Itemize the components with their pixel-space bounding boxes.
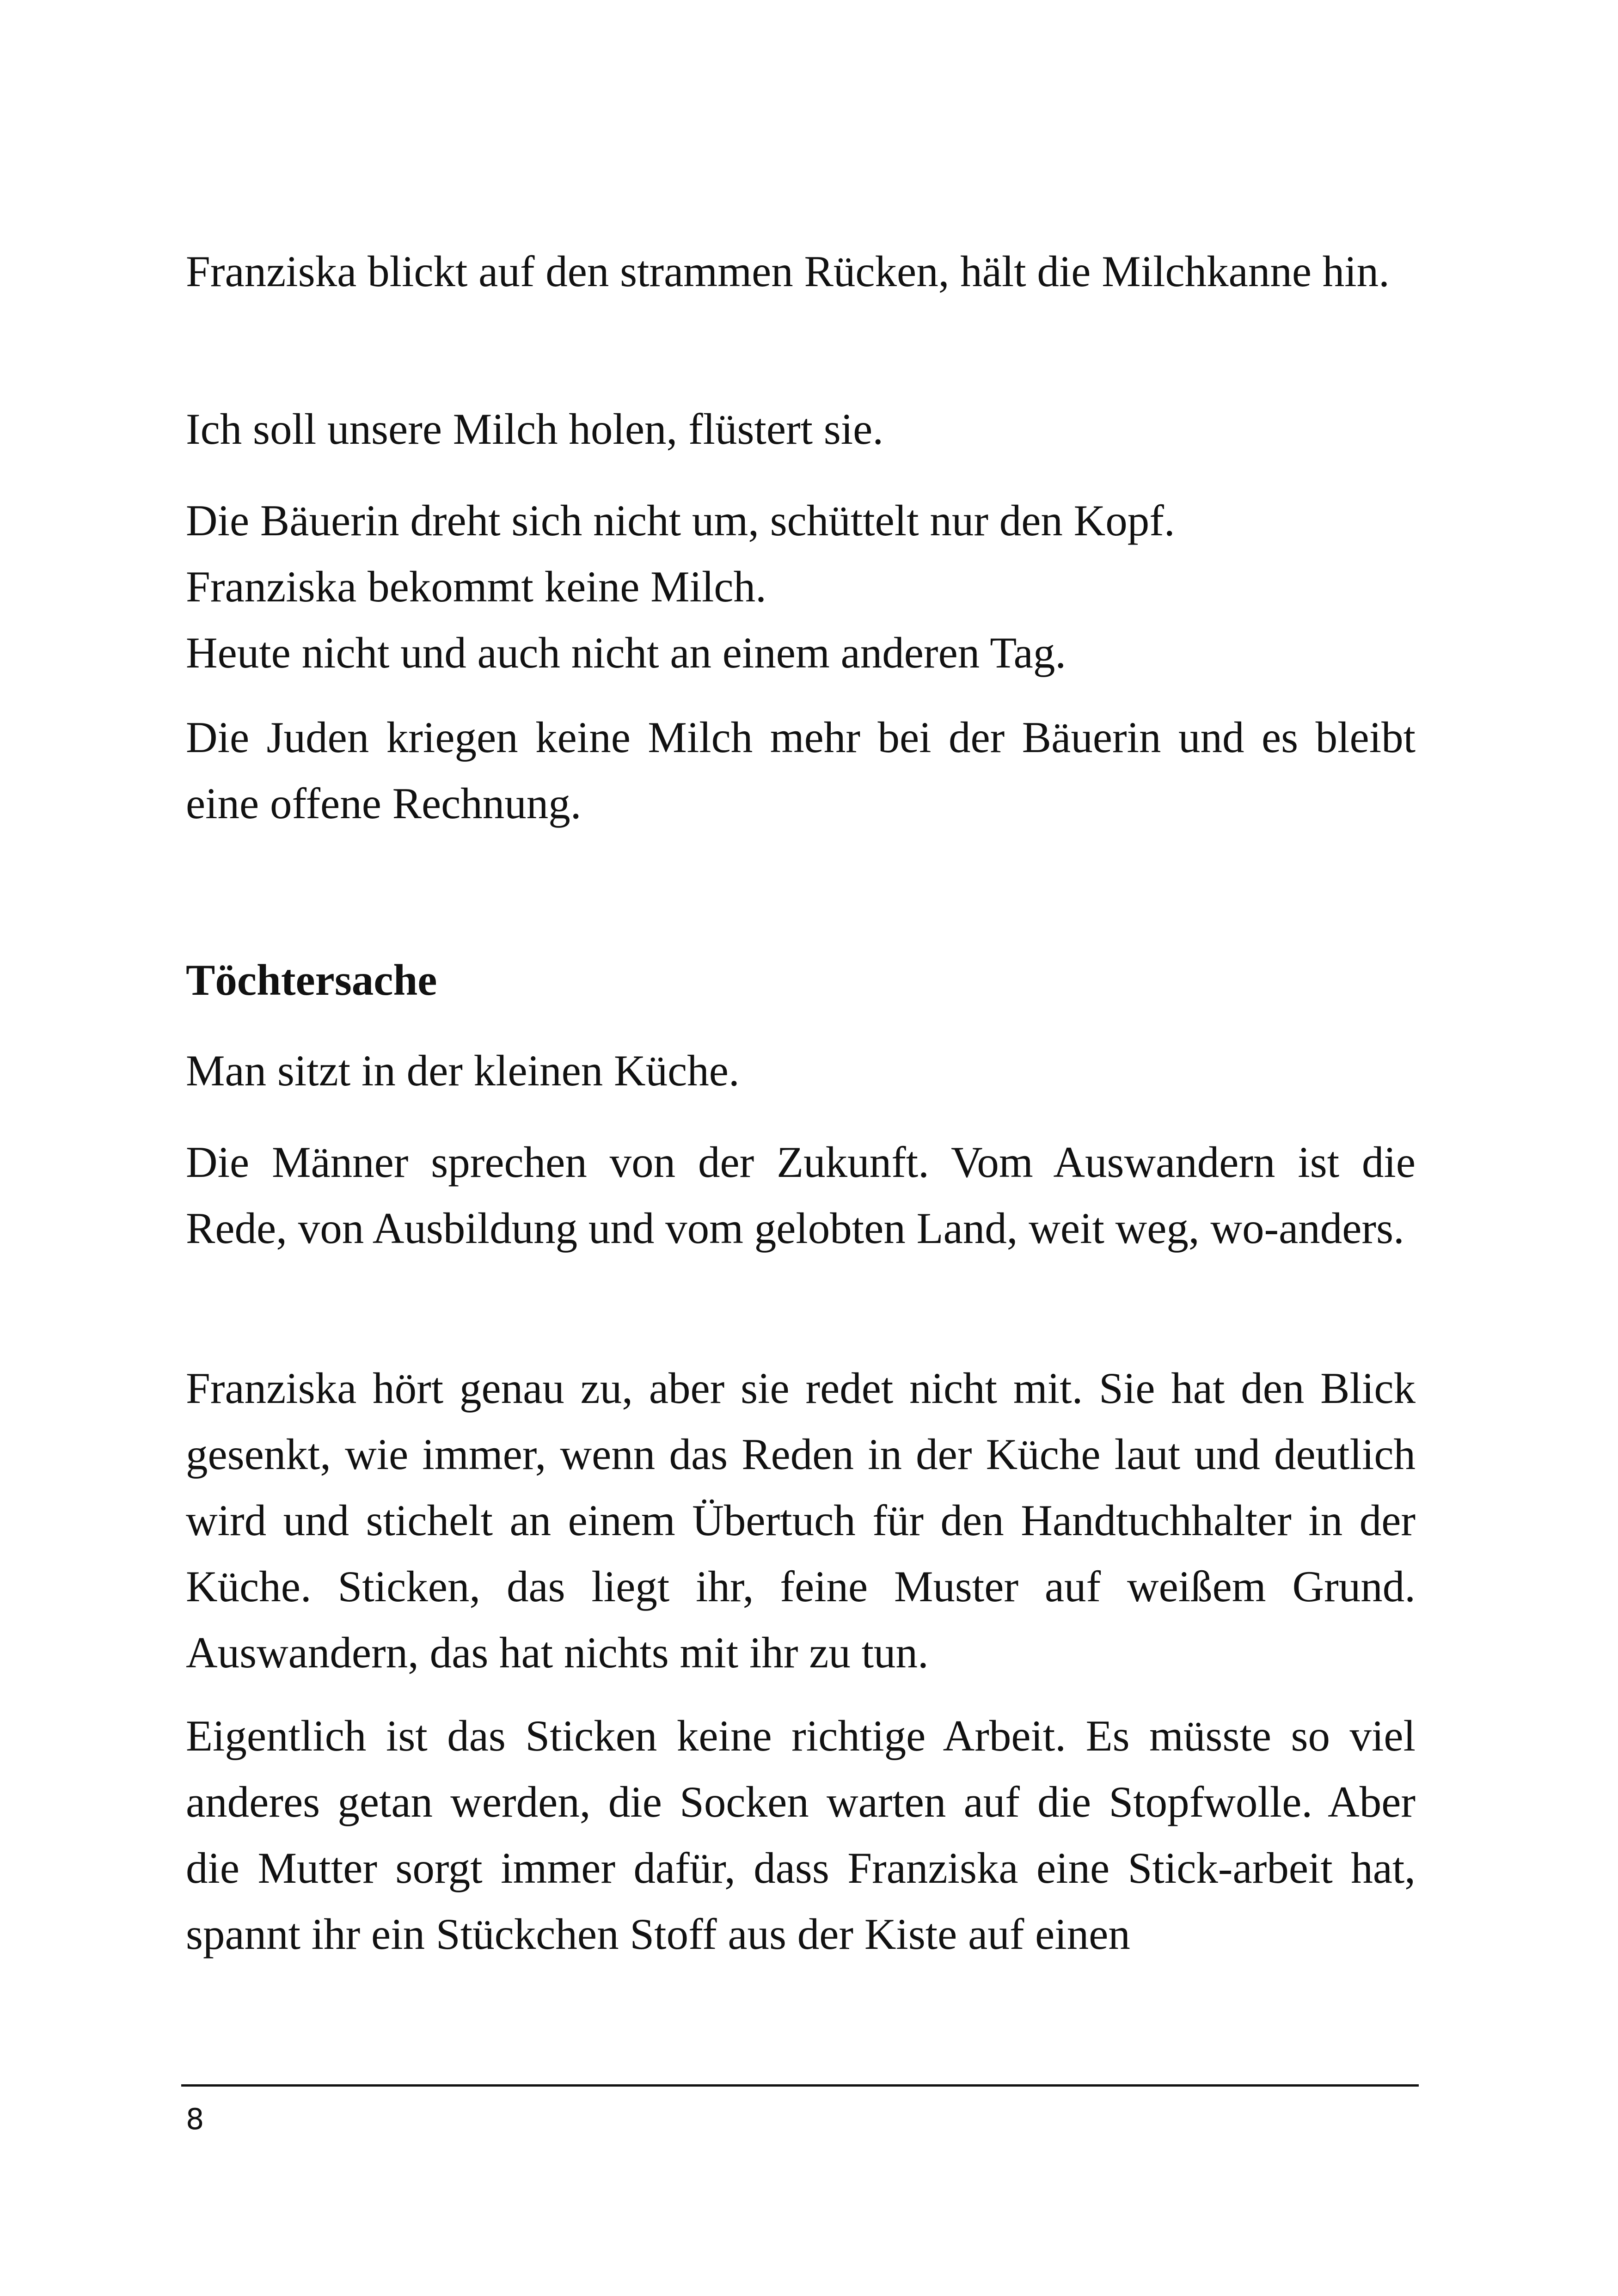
paragraph-text: Man sitzt in der kleinen Küche. <box>186 1046 740 1095</box>
footer-divider <box>181 2084 1419 2087</box>
section-heading-text: Töchtersache <box>186 955 437 1004</box>
paragraph-milk-can <box>186 239 1416 305</box>
paragraph-needlework <box>186 1703 1416 1967</box>
paragraph-text: Franziska blickt auf den strammen Rücken, hält die Milchkanne hin. <box>186 247 1390 296</box>
paragraph-text: Ich soll unsere Milch holen, flüstert sie. <box>186 404 884 453</box>
paragraph-line: Heute nicht und auch nicht an einem anderen Tag. <box>186 628 1066 677</box>
paragraph-text: Die Männer sprechen von der Zukunft. Vom Auswandern ist die Rede, von Ausbildung und vom gelobten Land, weit weg, wo-anders. <box>186 1138 1416 1253</box>
paragraph-whisper <box>186 396 1416 462</box>
paragraph-future <box>186 1129 1416 1261</box>
page-number: 8 <box>186 2102 204 2136</box>
paragraph-text: Eigentlich ist das Sticken keine richtige Arbeit. Es müsste so viel anderes getan werden, die Socken warten auf die Stopfwolle. Aber die Mutter sorgt immer dafür, dass Franziska eine Stick-arbeit hat, spannt ihr ein Stückchen Stoff aus der Kiste auf einen <box>186 1711 1416 1959</box>
paragraph-line: Die Bäuerin dreht sich nicht um, schüttelt nur den Kopf. <box>186 496 1175 545</box>
paragraph-farmer-wife <box>186 488 1416 686</box>
paragraph-embroidery <box>186 1355 1416 1686</box>
paragraph-kitchen <box>186 1038 1416 1104</box>
section-heading <box>186 947 1416 1013</box>
paragraph-text: Franziska hört genau zu, aber sie redet nicht mit. Sie hat den Blick gesenkt, wie immer, wenn das Reden in der Küche laut und deutlich wird und stichelt an einem Übertuch für den Handtuchhalter in der Küche. Sticken, das liegt ihr, feine Muster auf weißem Grund. Auswandern, das hat nichts mit ihr zu tun. <box>186 1364 1416 1677</box>
paragraph-text: Die Juden kriegen keine Milch mehr bei der Bäuerin und es bleibt eine offene Rechnung. <box>186 713 1416 828</box>
paragraph-line: Franziska bekommt keine Milch. <box>186 562 766 611</box>
paragraph-open-bill <box>186 704 1416 837</box>
